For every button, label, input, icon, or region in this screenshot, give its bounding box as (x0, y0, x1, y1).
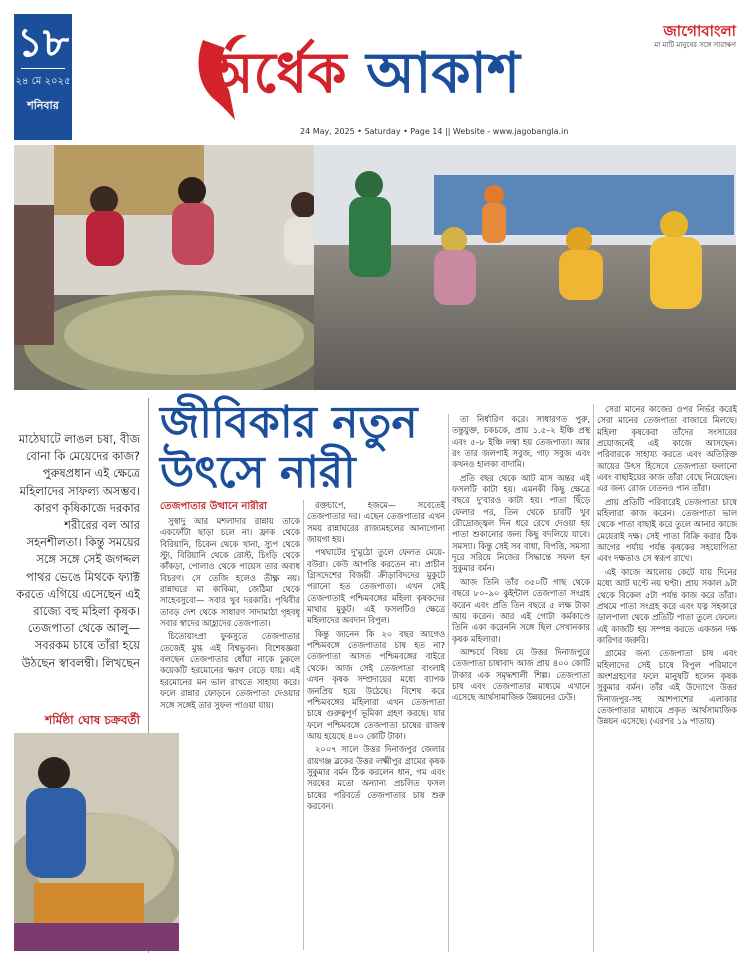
article-column-2 (307, 500, 445, 950)
masthead-title (205, 38, 520, 108)
secondary-photo (14, 733, 179, 951)
article-column-1 (160, 500, 300, 950)
paragraph: সুস্বাদু আর মশলাদার রান্নায় তাকে একফোঁটা ছাড়া চলে না। ফ্রাক থেকে বিরিয়ানি, চিকেন থেকে খানা, স্যুপ থেকে স্ট্যু, বিরিয়ানি থেকে রোস্ট, চিংড়ি থেকে কাঁকড়া, পোলাও থেকে পায়েস তার অবাধ বিচরণ। সে তেজি হলেও তীক্ষ্ণ নয়। রান্নাঘরে মা কাকিমা, জেঠিমা থেকে সাহেবসুবো— সবার খুব দরকারি। পৃথিবীর তাবড় দেশ থেকে সাধারণ সাদামাঠা গৃহবধূ সবার স্বাদের আহ্লাদের তেজপাতা। (160, 516, 300, 629)
paragraph: গ্রামের জন্য তেজপাতা চাষ এবং মহিলাদের সেই চাষে বিপুল পরিমাণে অংশগ্রহণের ফলে মানুষটি হলেন কৃষক সুকুমার বর্মন। তাঁর এই উদ্যোগে উত্তর দিনাজপুর-সহ আশপাশের এলাকার তেজপাতার মাধ্যমে প্রকৃত আর্থসামাজিক উন্নয়ন এসেছে। (এরপর ১৯ পাতায়) (597, 648, 737, 727)
paragraph: চিতোয়াংপ্রা ফুকসুতে তেজপাতার তেজেই মুগ্ধ এই বিশ্বভুবন। বিশেষজ্ঞরা বলছেন তেজপাতার ধোঁয়া নাকে ঢুকলে কয়েকটি হরমোনের ক্ষরণ বেড়ে যায়। এই হরমোনের মন ভাল রাখতে সাহায্য করে। ফলে রান্নার ফোড়নে তেজপাতা দেওয়ার সঙ্গে সঙ্গেই তার সুফল পাওয়া যায়। (160, 631, 300, 710)
headline-line-1: জীবিকার নতুন (160, 397, 418, 448)
divider (21, 68, 65, 69)
column-divider (303, 500, 304, 950)
paragraph: সেরা মানের কাজের ওপর নির্ভর করেই সেরা মানের তেজপাতা বাজারে মিলছে। মহিলা কৃষকেরা তাঁদের সংসারের প্রয়োজনেই এই কাজে আসছেন। পরিবারকে সাহায্য করতে এবং অতিরিক্ত আয়ের উৎস হিসেবে তেজপাতা ফলানো এবং বাছাইয়ের কাজ তাঁরা বেছে নিয়েছেন। এর জন্য রোজ বেতনও পান তাঁরা। (597, 404, 737, 494)
issue-date: ২৪ মে ২০২৫ (15, 76, 71, 87)
issue-day: শনিবার (27, 99, 59, 112)
brand-logo (626, 22, 736, 50)
paragraph: এই কাজে আলোয় কেটে যায় দিনের মধ্যে আট ঘণ্টে নয় ঘণ্টা। প্রায় সকাল ৯টা থেকে বিকেল ৫টা পর্যন্ত কাজ করে তাঁরা। প্রথমে পাতা সংগ্রহ করে এবং যত্ন সহকারে ডালপালা থেকে প্রতিটি পাতা তুলে ফেলে। এই কাজটি হয় সম্পন্ন করতে একজন দক্ষ কারিগর জরুরি। (597, 566, 737, 645)
headline-line-2: উৎসে নারী (160, 447, 356, 498)
column-divider (448, 414, 449, 952)
secondary-photo-image (14, 733, 179, 951)
paragraph: রক্তচাপে, হজমে— সবেতেই তেজপাতার দর। এছেন তেজপাতার এখন সময় রান্নাঘরের রাজ্যমহলের আনাগোনা জায়গা হয়। (307, 500, 445, 545)
article-column-3 (452, 414, 590, 952)
brand-name: জাগোবাংলা (663, 22, 736, 40)
page-number: ১৮ (17, 20, 69, 66)
main-photo-image (14, 145, 736, 390)
paragraph: আশ্চর্যে বিষয় যে উত্তর দিনাজপুরে তেজপাতা চাষাবাদ আজ প্রায় ৪০০ কোটি টাকার এক সমৃদ্ধশালী শিল্প। তেজপাতা চাষ এবং তেজপাতার মাধ্যমে এখানে এসেছে আর্থসামাজিক উন্নয়নের ঢেউ। (452, 646, 590, 703)
masthead-title-part1: অর্ধেক (205, 40, 347, 106)
column-divider (593, 404, 594, 952)
byline: শর্মিষ্ঠা ঘোষ চক্রবর্তী (45, 713, 140, 727)
masthead-title-part2: আকাশ (366, 40, 520, 106)
paragraph: প্রায় প্রতিটি পরিবারেই তেজপাতা চাষে মহিলারা কাজ করেন। তেজপাতা ভাল থেকে পাতা বাছাই করে তুলে আনার কাজে মেয়েরাই দক্ষ। সেই পাতা বিক্রি করার ঠিক আগের পর্যায় পর্যন্ত কৃষকের সহযোগিতা এবং দক্ষতাও সে স্বরূপ রাখে। (597, 496, 737, 564)
paragraph: প্রতি বছর থেকে আট মাস অন্তর এই ফসলটি কাটা হয়। এমনকী কিছু ক্ষেত্রে বছরে দু'বারও কাটা হয়। পাতা ছিঁড়ে ফেলার পর, তিন থেকে চারটি খুব রৌদ্রোজ্জ্বল দিন ধরে রেখে দেওয়া হয় পাতা শুকানোর জন্য কিছু বদলিয়ে যাবে। সমস্যা। কিন্তু সেই সব বাধা, বিপত্তি, সমস্যা দূরে সরিয়ে নিজের সিদ্ধান্তে সফল হন সুকুমার বর্মন। (452, 472, 590, 574)
dateline: 24 May, 2025 • Saturday • Page 14 || Website - www.jagobangla.in (300, 127, 569, 136)
paragraph: আজ তিনি তাঁর ৩৫০টি গাছ থেকে বছরে ৮০–৯০ কুইন্টাল তেজপাতা সংগ্রহ করেন এবং প্রতি তিন বছরে ৫ লক্ষ টাকা আয় করেন। আর এই গোটা কর্মকাণ্ডে তিনি একা করেননি সঙ্গে ছিল সেখানকার কৃষক মহিলারা। (452, 576, 590, 644)
paragraph: ২০০৭ সালে উত্তর দিনাজপুর জেলার রায়গঞ্জ ব্লকের উত্তর লক্ষ্মীপুর গ্রামের কৃষক সুকুমার বর্মন ঠিক করলেন ধান, গম এবং সরষের মতো অন্যান্য প্রচলিত ফসল চাষের পরিবর্তে তেজপাতার চাষ শুরু করবেন। (307, 744, 445, 811)
paragraph: তা নির্ধারিণ করে। সাধারণত পুরু, তন্তুযুক্ত, চকচকে, প্রায় ১.৫–২ ইঞ্চি প্রস্থ এবং ৫–৮ ইঞ্চি লম্বা হয় তেজপাতা। আর রং তার জলপাই সবুজ, গাঢ় সবুজ এবং কখনও হালকা বাদামি। (452, 414, 590, 470)
article-column-4 (597, 404, 737, 952)
article-intro: মাঠেঘাটে লাঙল চষা, বীজ বোনা কি মেয়েদের কাজ? পুরুষপ্রধান এই ক্ষেত্রে মহিলাদের সাফল্য অসম্ভব। কারণ কৃষিকাজে দরকার শরীরের বল আর সহনশীলতা। কিন্তু সময়ের সঙ্গে সঙ্গে সেই জগদ্দল পাথর ভেঙে মিথকে ফ্যাক্ট করতে এগিয়ে এসেছেন এই রাজ্যে বহু মহিলা কৃষক। তেজপাতা থেকে আলু— সবরকম চাষে তাঁরা হয়ে উঠছেন স্বাবলম্বী। লিখছেন (16, 432, 140, 670)
masthead (185, 30, 570, 120)
subheading: তেজপাতার উত্থানে নারীরা (160, 501, 268, 512)
paragraph: পথঘাটের দু'মুঠো তুলে ফেলত মেয়ে-বউরা। কেউ আপত্তি করতেন না। প্রাচীন গ্রিসদেশের বিজয়ী ক্রীড়াবিদদের মুকুটে পরানো হত তেজপাতা। এখন সেই তেজপাতাই পশ্চিমবঙ্গের মহিলা কৃষকদের মাথার মুকুট। এই ফসলটিও ক্ষেত্রে মহিলাদের অবদান বিপুল। (307, 547, 445, 626)
brand-tagline: মা মাটি মানুষের সঙ্গে সারাক্ষণ (654, 41, 736, 49)
paragraph: কিন্তু জানেন কি ২০ বছর আগেও পশ্চিমবঙ্গে তেজপাতার চাষ হত না? তেজপাতা আসত পশ্চিমবঙ্গের বাইরে থেকে। আজ সেই তেজপাতা বাংলাই এখন কৃষক সম্প্রদায়ের মধ্যে ব্যাপক জনপ্রিয় হয়ে উঠেছে। বিশেষ করে পশ্চিমবঙ্গের মহিলারা এখন তেজপাতা চাষে গুরুত্বপূর্ণ ভূমিকা গ্রহণ করছে। যার ফলে পশ্চিমবঙ্গে তেজপাতা চাষের রাজস্ব আয় হয়েছে ৪০০ কোটি টাকা। (307, 628, 445, 741)
headline (160, 398, 445, 498)
page-number-block (14, 14, 72, 140)
main-photo (14, 145, 736, 390)
